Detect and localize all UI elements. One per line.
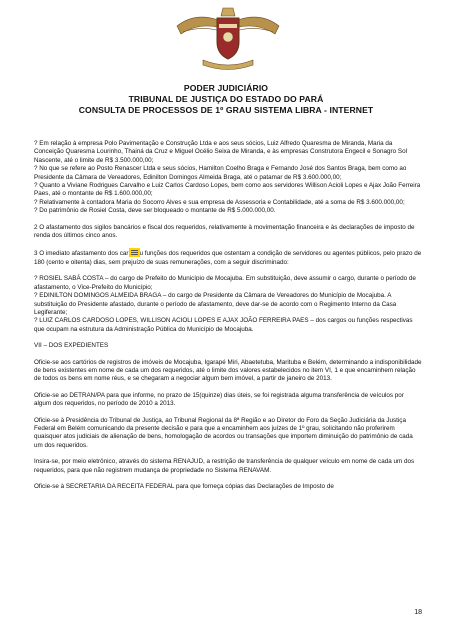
section-heading: VII – DOS EXPEDIENTES xyxy=(34,342,109,350)
paragraph: ? Relativamente à contadora Maria do Socorro Alves e sua empresa de Assessoria e Contabilidade, até a soma de R$ 3.600.000,00; xyxy=(34,198,405,206)
paragraph: ? Quanto a Viviane Rodrigues Carvalho e Luiz Carlos Cardoso Lopes, bem como aos servidores Willison Acioli Lopes e Ajax João Ferreira Paes, até o montante de R$ 1.600.000,00; xyxy=(34,182,421,198)
paragraph: ? ROSIEL SABÁ COSTA – do cargo de Prefeito do Município de Mocajuba. Em substituição, deve assumir o cargo, durante o período de afastamento, o Vice-Prefeito do Município; xyxy=(34,275,416,291)
paragraph: ? LUIZ CARLOS CARDOSO LOPES, WILLISON ACIOLI LOPES E AJAX JOÃO FERREIRA PAES – dos cargos ou funções respectivas que ocupam na estrutura da Administração Pública do Município de Mocajuba. xyxy=(34,317,413,333)
header-court-name: TRIBUNAL DE JUSTIÇA DO ESTADO DO PARÁ xyxy=(128,94,324,104)
sticky-note-icon[interactable] xyxy=(129,248,140,257)
coat-of-arms-emblem xyxy=(173,4,283,72)
paragraph: ? Do patrimônio de Rosiel Costa, deve ser bloqueado o montante de R$ 5.000.000,00. xyxy=(34,207,276,215)
paragraph: ? EDINILTON DOMINGOS ALMEIDA BRAGA – do cargo de Presidente da Câmara de Vereadores do Município de Mocajuba. A substituição do Presidente afastado, durante o período de afastamento, deve dar-se de acordo com o Regimento Interno da Casa Legiferante; xyxy=(34,292,397,316)
document-body xyxy=(34,140,422,491)
paragraph xyxy=(34,248,422,267)
header-system-title: CONSULTA DE PROCESSOS DE 1º GRAU SISTEMA LIBRA - INTERNET xyxy=(78,105,374,115)
paragraph: ? No que se refere ao Posto Renascer Ltda e seus sócios, Hamilton Coelho Braga e Fernando José dos Santos Braga, bem como ao Presidente da Câmara de Vereadores, Edinilton Domingos Almeida Braga, até o patamar de R$ 3.600.000,00; xyxy=(34,165,407,181)
page-number: 18 xyxy=(414,609,422,616)
paragraph: 2 O afastamento dos sigilos bancários e fiscal dos requeridos, relativamente à movimentação financeira e às declarações de imposto de renda dos últimos cinco anos. xyxy=(34,223,415,240)
paragraph: Oficie-se à SECRETARIA DA RECEITA FEDERAL para que forneça cópias das Declarações de Imposto de xyxy=(34,483,334,490)
document-header xyxy=(0,83,452,116)
paragraph: Oficie-se aos cartórios de registros de imóveis de Mocajuba, Igarapé Miri, Abaetetuba, Marituba e Belém, determinando a indisponibilidade de bens existentes em nome de cada um dos requeridos, até o limite dos valores estabelecidos no item VI, 1 e que encaminhem relação de todos os bens em nome réus, e se chegaram a negociar algum bem imóvel, a partir de janeiro de 2013. xyxy=(34,358,422,383)
paragraph-text: 3 O imediato afastamento dos car xyxy=(34,250,129,258)
paragraph-text: u funções dos requeridos que ostentam a condição de servidores ou agentes públicos, pelo prazo de 180 (cento e oitenta) dias, sem prejuízo de suas remunerações, com a seguir discriminado: xyxy=(34,250,422,266)
paragraph: Insira-se, por meio eletrônico, através do sistema RENAJUD, a restrição de transferência de qualquer veículo em nome de cada um dos requeridos, para que não registrem mudança de propriedade no Sistema RENAVAM. xyxy=(34,458,415,474)
header-court-power: PODER JUDICIÁRIO xyxy=(183,83,269,93)
paragraph: ? Em relação à empresa Polo Pavimentação e Construção Ltda e aos seus sócios, Luiz Alfredo Quaresma de Miranda, Maria da Conceição Quaresma Lourinho, Thainá da Cruz e Miguel Océlio Seixa de Miranda, e às empresas Construtora Engecil e Sonagro Sol Nascente, até o limite de R$ 3.500.000,00; xyxy=(34,140,408,164)
paragraph: Oficie-se ao DETRAN/PA para que informe, no prazo de 15(quinze) dias úteis, se foi registrada alguma transferência de veículos por algum dos requeridos, no período de 2010 a 2013. xyxy=(34,391,404,408)
paragraph: Oficie-se à Presidência do Tribunal de Justiça, ao Tribunal Regional da 8ª Região e ao Diretor do Foro da Seção Judiciária da Justiça Federal em Belém comunicando da presente decisão e para que a encaminhem aos juízes de 1º grau, solicitando não proferirem quaisquer atos judiciais de alienação de bens, homologação de acordos ou transações que importem diminuição do patrimônio de cada um dos requeridos. xyxy=(34,416,413,449)
